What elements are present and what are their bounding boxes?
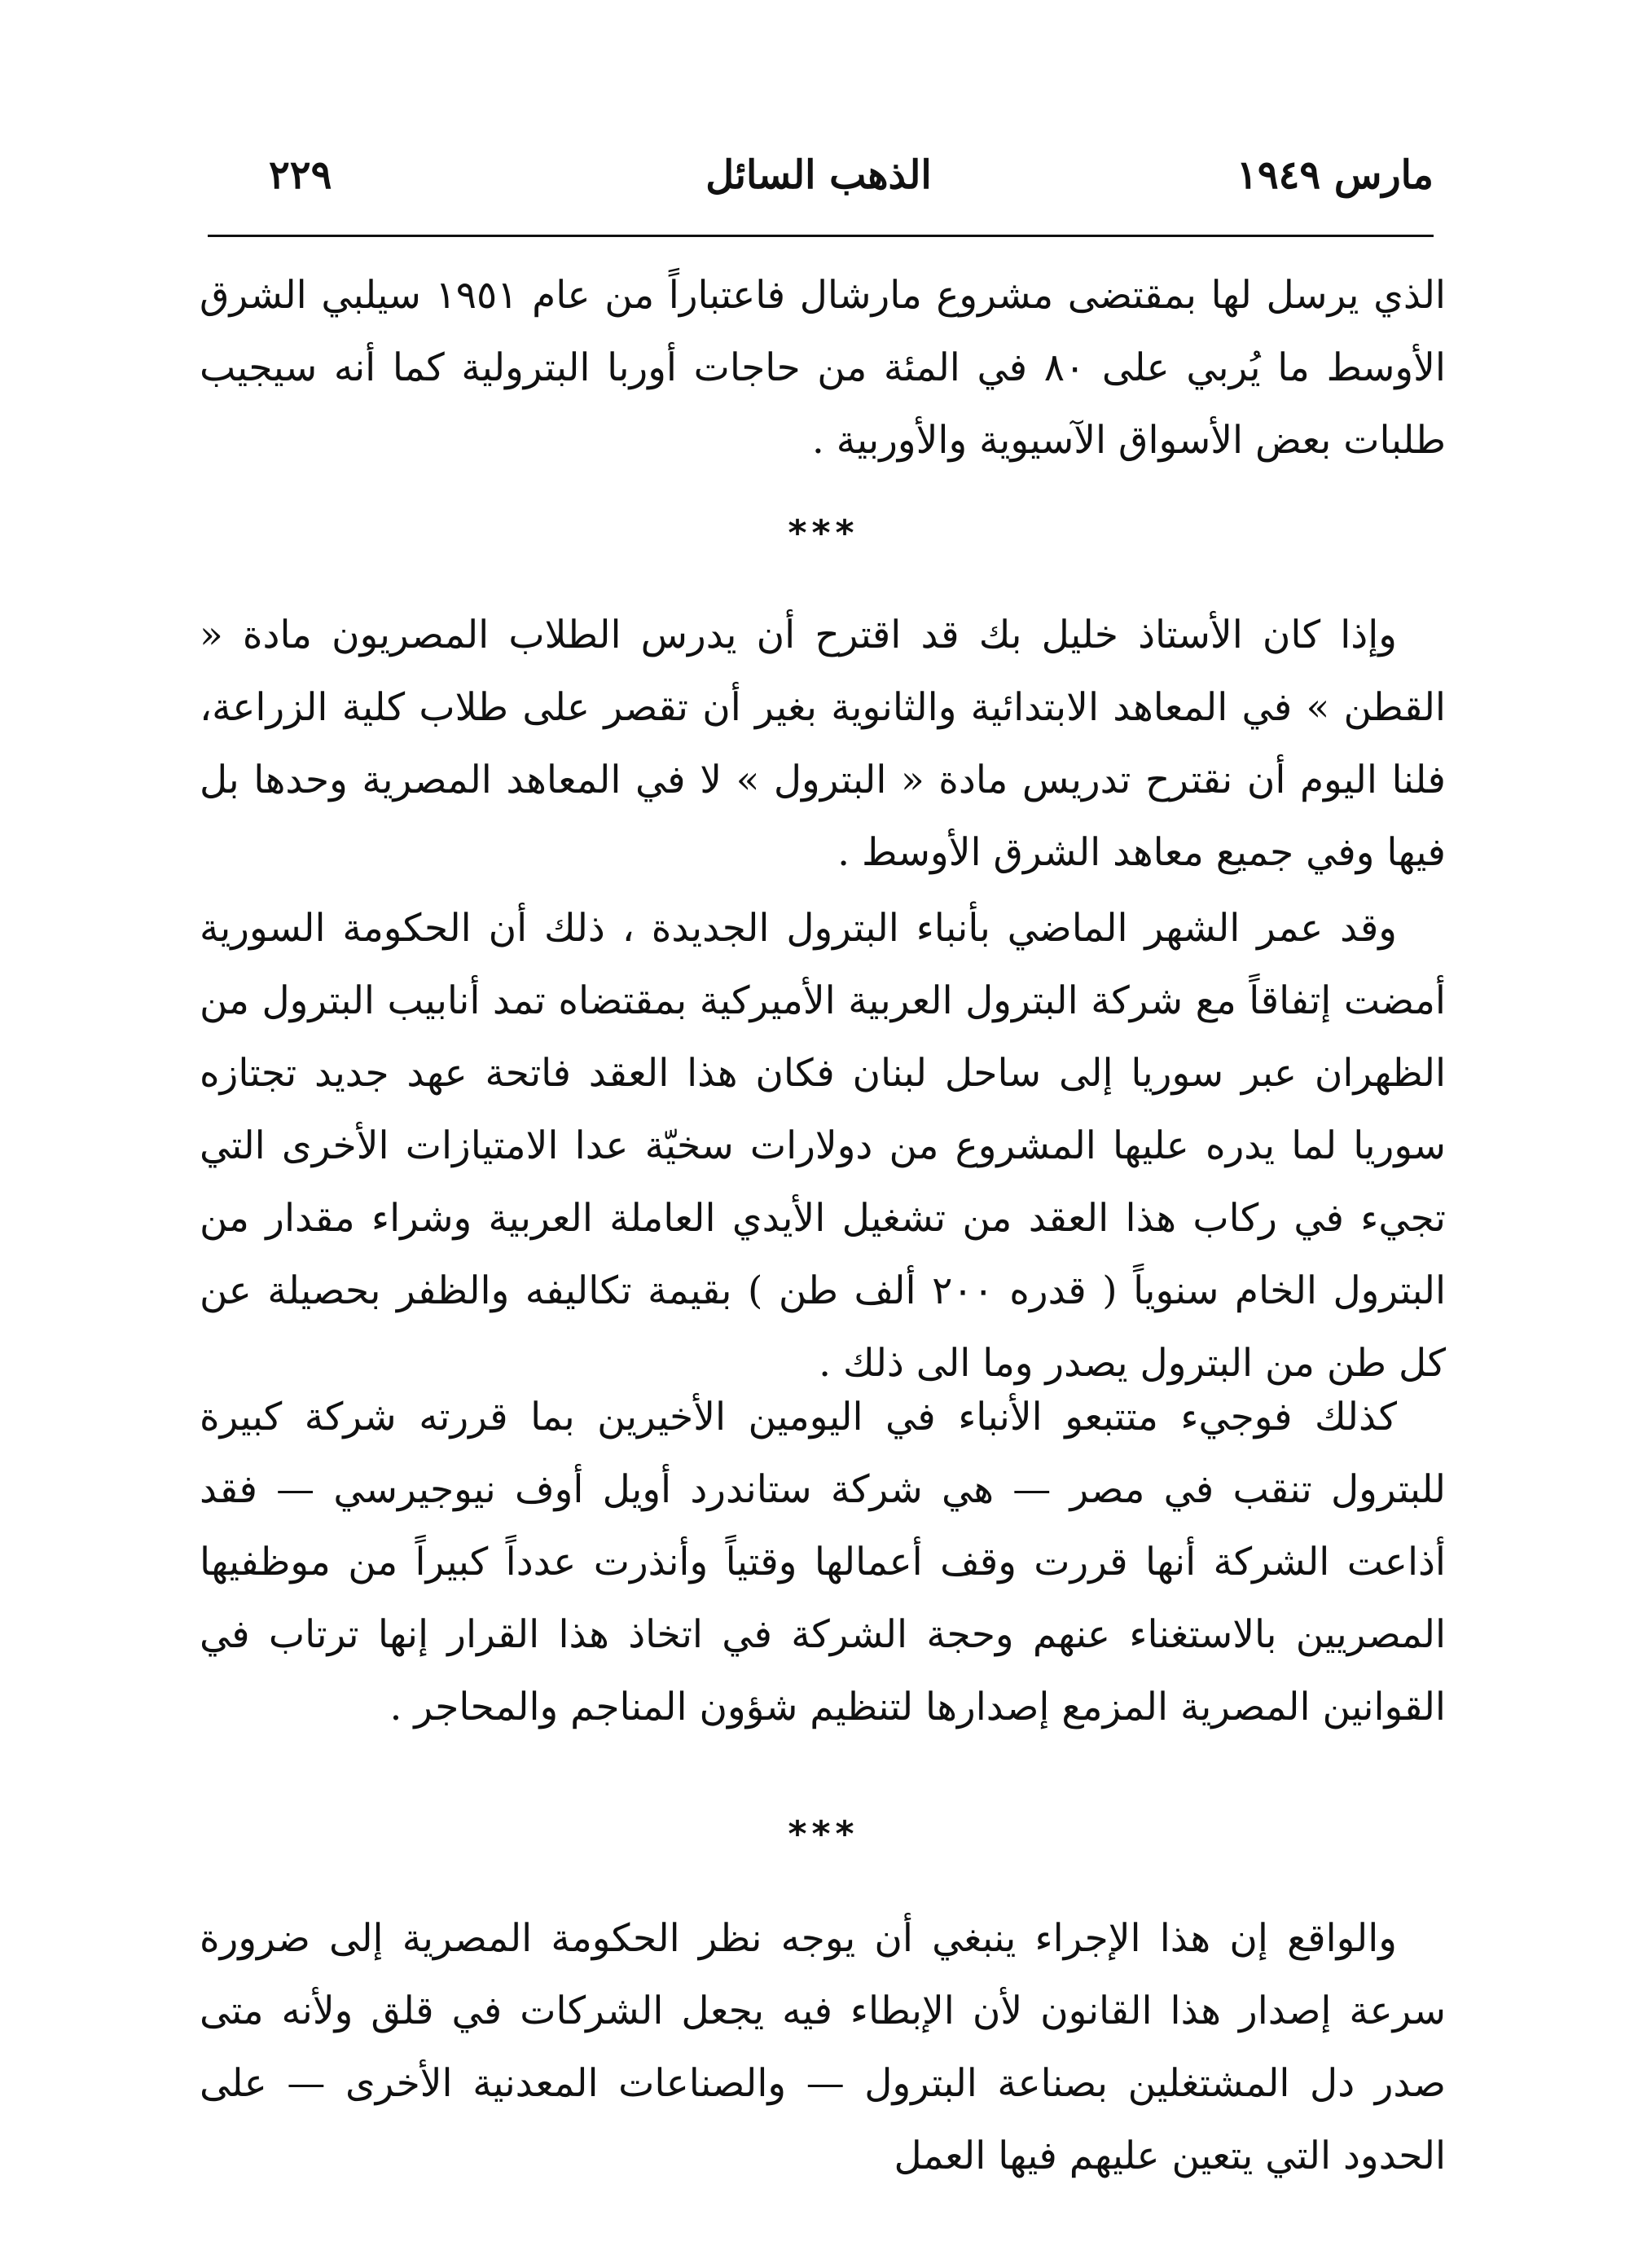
paragraph-text: الذي يرسل لها بمقتضى مشروع مارشال فاعتباراً من عام ١٩٥١ سيلبي الشرق الأوسط ما يُربي على ٨٠ في المئة من حاجات أوربا البترولية كما أنه سيجيب طلبات بعض الأسواق الآسيوية والأوربية . bbox=[200, 273, 1446, 463]
paragraph-2 bbox=[200, 599, 1446, 889]
page-number: ٢٢٩ bbox=[269, 152, 332, 198]
paragraph-text: كذلك فوجيء متتبعو الأنباء في اليومين الأخيرين بما قررته شركة كبيرة للبترول تنقب في مصر — هي شركة ستاندرد أويل أوف نيوجيرسي — فقد أذاعت الشركة أنها قررت وقف أعمالها وقتياً وأنذرت عدداً كبيراً من موظفيها المصريين بالاستغناء عنهم وحجة الشركة في اتخاذ هذا القرار إنها ترتاب في القوانين المصرية المزمع إصدارها لتنظيم شؤون المناجم والمحاجر . bbox=[200, 1395, 1446, 1730]
paragraph-5 bbox=[200, 1902, 1446, 2192]
paragraph-3 bbox=[200, 892, 1446, 1400]
paragraph-text: والواقع إن هذا الإجراء ينبغي أن يوجه نظر الحكومة المصرية إلى ضرورة سرعة إصدار هذا القانون لأن الإبطاء فيه يجعل الشركات في قلق ولأنه متى صدر دل المشتغلين بصناعة البترول — والصناعات المعدنية الأخرى — على الحدود التي يتعين عليهم فيها العمل bbox=[200, 1916, 1446, 2178]
paragraph-text: وقد عمر الشهر الماضي بأنباء البترول الجديدة ، ذلك أن الحكومة السورية أمضت إتفاقاً مع شركة البترول العربية الأميركية بمقتضاه تمد أنابيب البترول من الظهران عبر سوريا إلى ساحل لبنان فكان هذا العقد فاتحة عهد جديد تجتازه سوريا لما يدره عليها المشروع من دولارات سخيّة عدا الامتيازات الأخرى التي تجيء في ركاب هذا العقد من تشغيل الأيدي العاملة العربية وشراء مقدار من البترول الخام سنوياً ( قدره ٢٠٠ ألف طن ) بقيمة تكاليفه والظفر بحصيلة عن كل طن من البترول يصدر وما الى ذلك . bbox=[200, 906, 1447, 1386]
paragraph-4 bbox=[200, 1381, 1446, 1743]
section-separator: *** bbox=[788, 512, 859, 554]
header-title: الذهب السائل bbox=[705, 152, 932, 198]
header-rule bbox=[208, 235, 1434, 237]
paragraph-text: وإذا كان الأستاذ خليل بك قد اقترح أن يدرس الطلاب المصريون مادة « القطن » في المعاهد الابتدائية والثانوية بغير أن تقصر على طلاب كلية الزراعة، فلنا اليوم أن نقترح تدريس مادة « البترول » لا في المعاهد المصرية وحدها بل فيها وفي جميع معاهد الشرق الأوسط . bbox=[200, 613, 1446, 875]
header-date: مارس ١٩٤٩ bbox=[1236, 152, 1434, 198]
running-header bbox=[204, 147, 1434, 204]
paragraph-1 bbox=[200, 259, 1446, 477]
section-separator: *** bbox=[788, 1813, 859, 1855]
